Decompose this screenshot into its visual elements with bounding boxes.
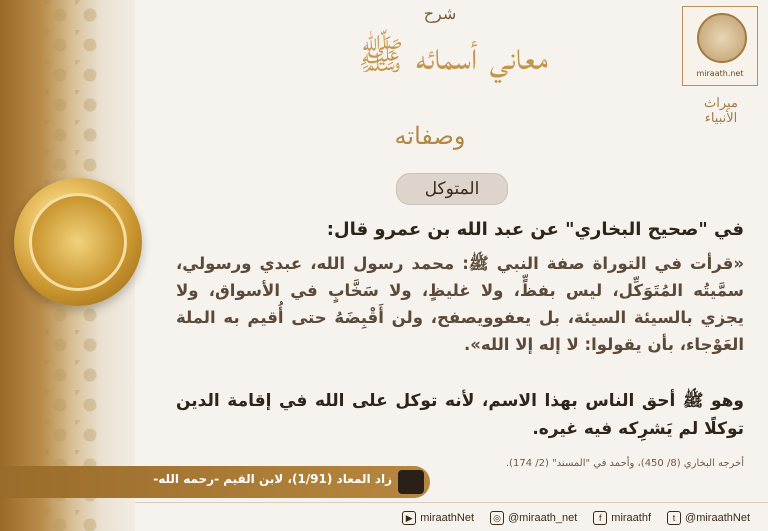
social-handle: @miraath_net <box>508 512 578 524</box>
logo-emblem-icon <box>697 13 747 63</box>
source-citation: زاد المعاد (1/91)، لابن القيم -رحمه الله- <box>153 472 392 486</box>
calligraphy-medallion <box>14 178 142 306</box>
social-facebook[interactable] <box>593 511 651 525</box>
social-handle: miraathNet <box>420 512 475 524</box>
name-badge: المتوكل <box>396 173 508 205</box>
conclusion-text: وهو ﷺ أحق الناس بهذا الاسم، لأنه توكل على الله في إقامة الدين توكلًا لم يَشرِكه فيه غيره. <box>176 391 744 439</box>
social-handle: @miraathNet <box>685 512 750 524</box>
brand-name: ميراث الأنبياء <box>704 96 738 126</box>
header-sharh: شرح <box>423 4 457 23</box>
hadith-text: «قرأت في التوراة صفة النبي ﷺ: محمد رسول الله، عبدي ورسولي، سمَّيتُه المُتَوَكِّل، ليس بفظٍّ، ولا غليظٍ، ولا سَخَّابٍ في الأسواق، ولا يجزي بالسيئة السيئة، بل يعفوويصفح، ولن أَقْبِضَهُ حتى أُقيم به الملة العَوْجاء، بأن يقولوا: لا إله إلا الله». <box>176 254 744 354</box>
logo-url: miraath.net <box>696 69 744 78</box>
facebook-icon: f <box>593 511 607 525</box>
social-links <box>250 508 750 528</box>
social-youtube[interactable] <box>402 511 474 525</box>
book-icon <box>398 470 424 494</box>
intro-text: في "صحيح البخاري" عن عبد الله بن عمرو قال: <box>326 219 744 240</box>
social-twitter[interactable] <box>667 511 750 525</box>
social-handle: miraathf <box>611 512 652 524</box>
divider <box>135 502 768 503</box>
page-subtitle: وصفاته <box>394 122 466 150</box>
page-title: معاني أسمائه ﷺ <box>357 34 549 78</box>
footnote: أخرجه البخاري (8/ 450)، وأحمد في "المسند" (2/ 174). <box>505 458 744 469</box>
medallion-inner-ring <box>29 193 127 291</box>
instagram-icon: ◎ <box>490 511 504 525</box>
twitter-icon: t <box>667 511 681 525</box>
youtube-icon: ▶ <box>402 511 416 525</box>
social-instagram[interactable] <box>490 511 577 525</box>
brand-logo[interactable] <box>682 6 758 86</box>
